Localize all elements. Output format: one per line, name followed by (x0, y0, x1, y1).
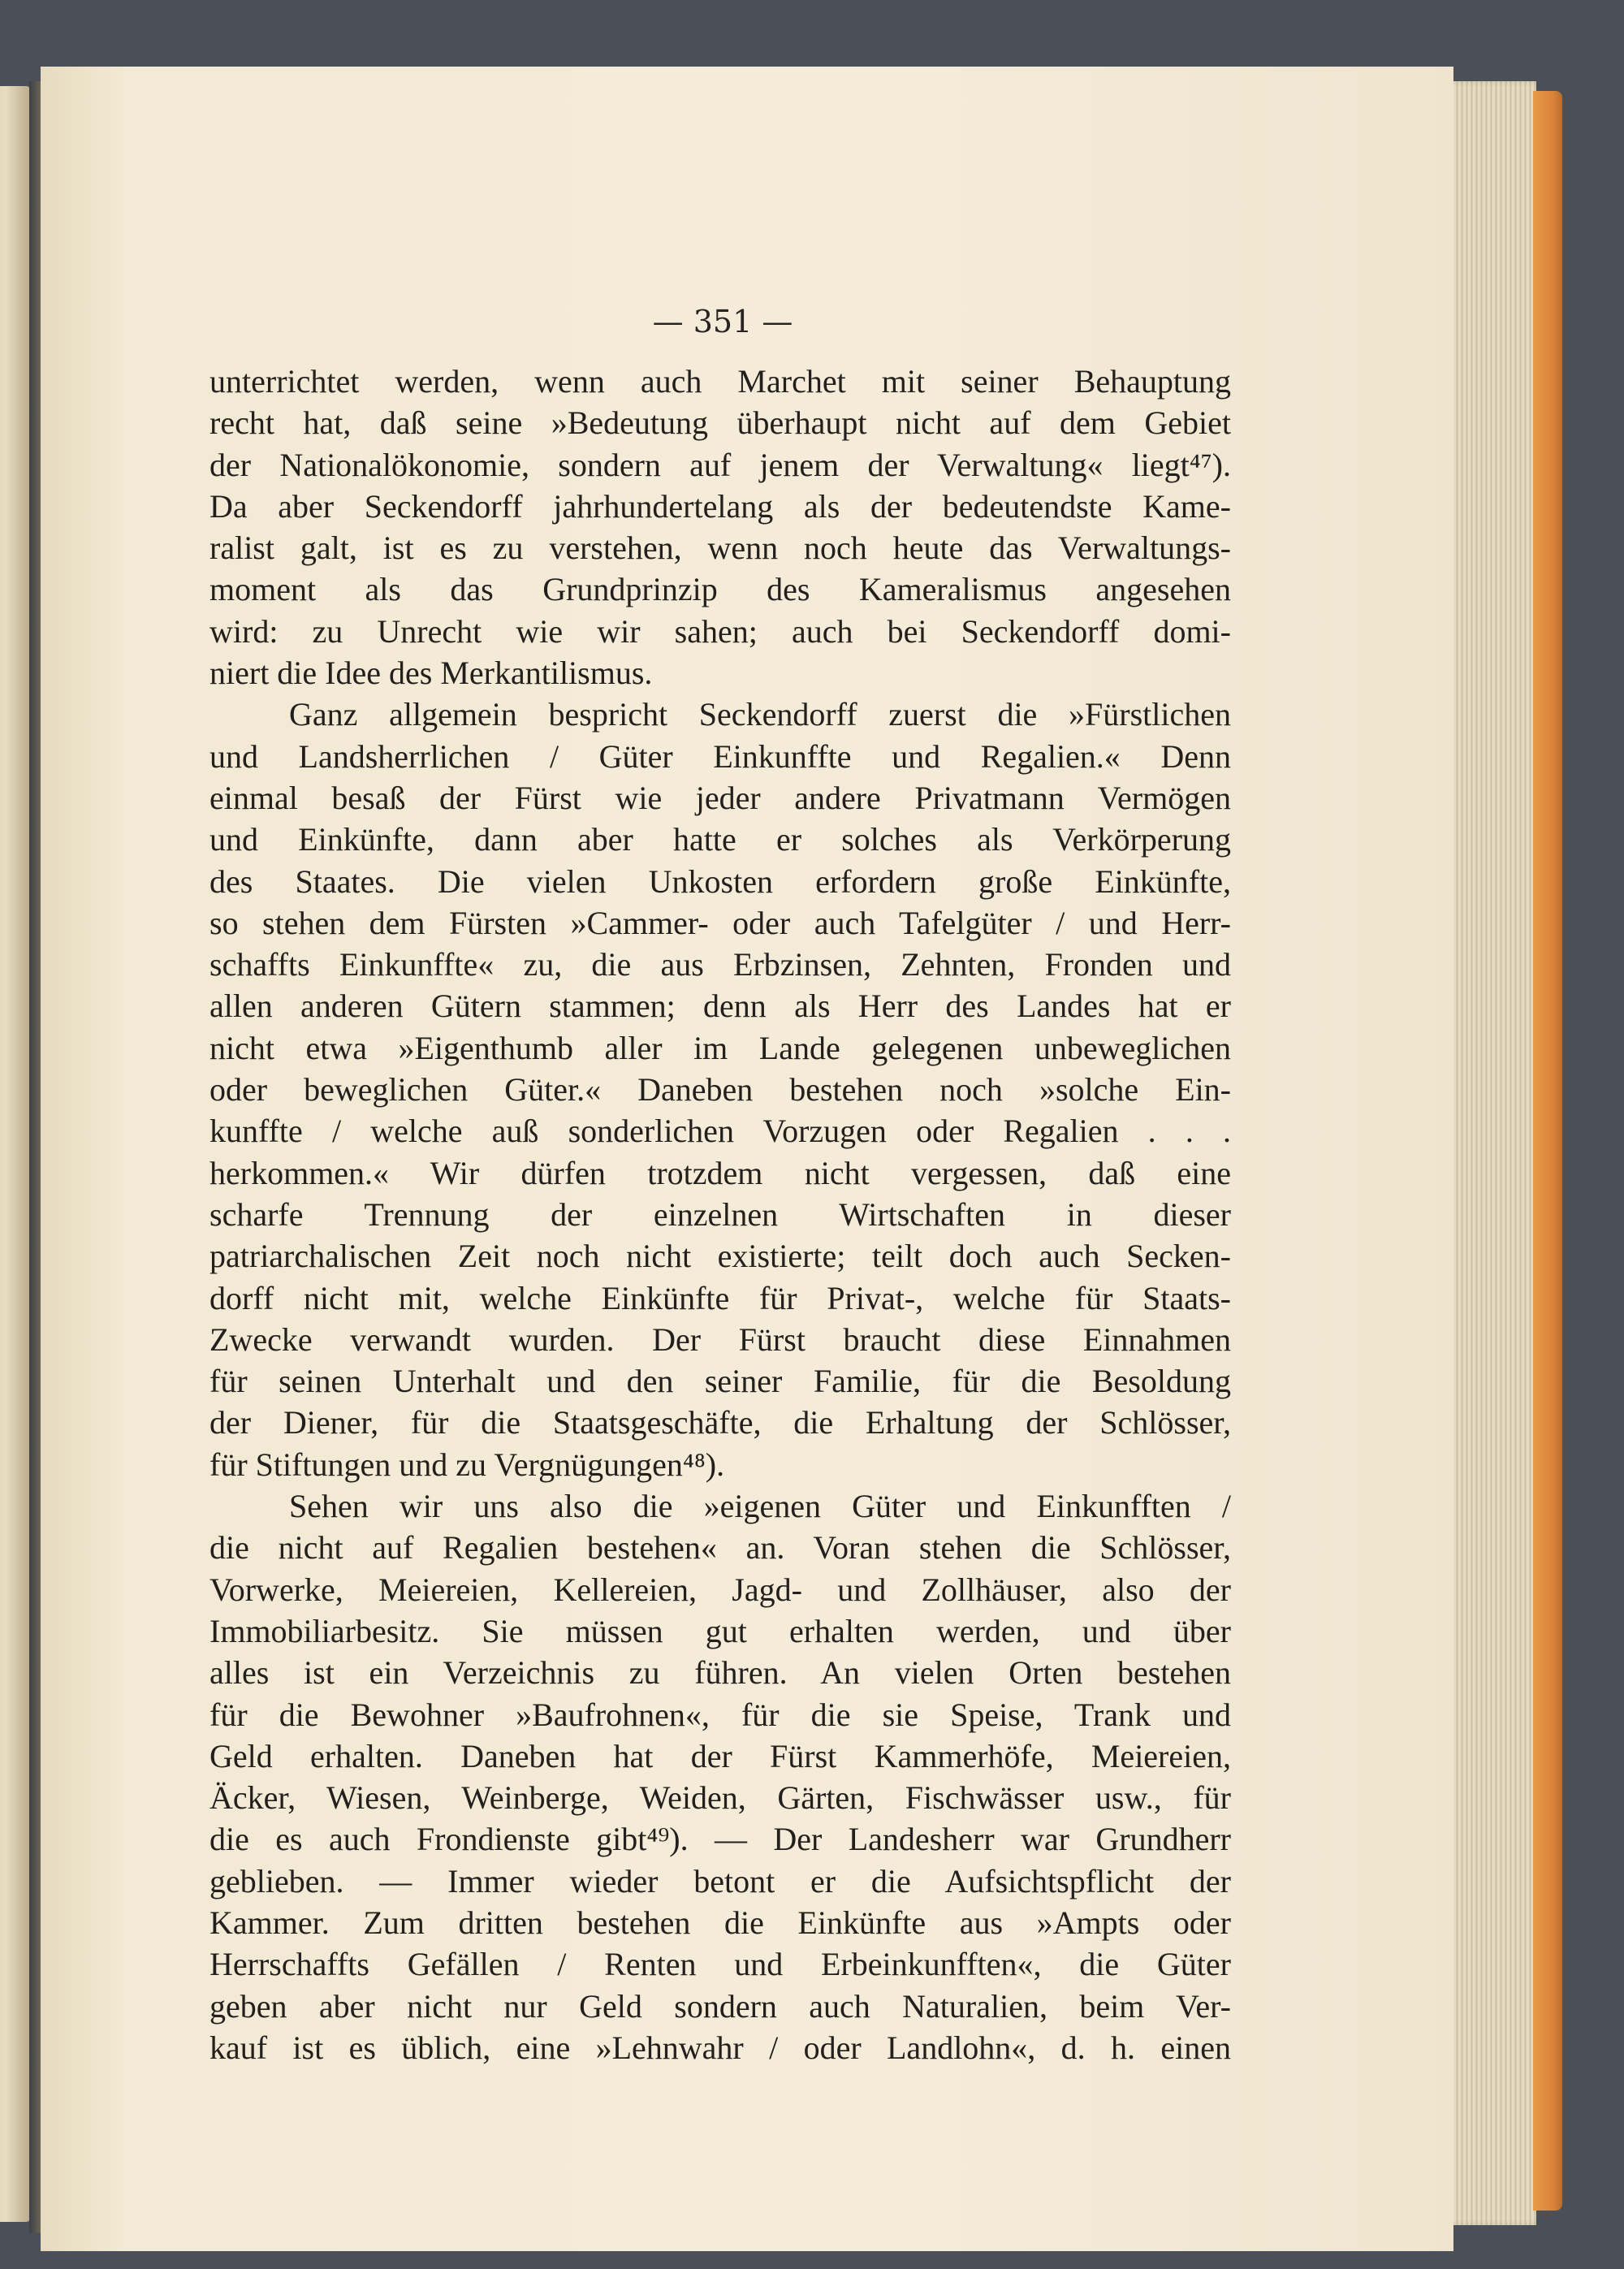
text-line: nicht etwa »Eigenthumb aller im Lande gelegenen unbeweglichen (209, 1029, 1231, 1066)
text-line: der Nationalökonomie, sondern auf jenem der Verwaltung« liegt⁴⁷). (209, 446, 1231, 483)
book-cover-edge (1533, 91, 1562, 2211)
left-page-edge (0, 86, 31, 2222)
text-line: Geld erhalten. Daneben hat der Fürst Kammerhöfe, Meiereien, (209, 1737, 1231, 1774)
text-line: für Stiftungen und zu Vergnügungen⁴⁸). (209, 1446, 725, 1483)
text-line: unterrichtet werden, wenn auch Marchet mit seiner Behauptung (209, 363, 1231, 400)
text-line: Immobiliarbesitz. Sie müssen gut erhalten werden, und über (209, 1612, 1231, 1649)
text-line: ralist galt, ist es zu verstehen, wenn noch heute das Verwaltungs- (209, 529, 1231, 567)
text-line: und Landsherrlichen / Güter Einkunffte und Regalien.« Denn (209, 737, 1231, 775)
text-line: Vorwerke, Meiereien, Kellereien, Jagd- und Zollhäuser, also der (209, 1571, 1231, 1608)
text-line: für die Bewohner »Baufrohnen«, für die sie Speise, Trank und (209, 1696, 1231, 1733)
text-line: Sehen wir uns also die »eigenen Güter und Einkunfften / (289, 1488, 1231, 1525)
text-line: oder beweglichen Güter.« Daneben bestehen noch »solche Ein- (209, 1071, 1231, 1109)
text-line: scharfe Trennung der einzelnen Wirtschaften in dieser (209, 1195, 1231, 1233)
text-line: recht hat, daß seine »Bedeutung überhaupt nicht auf dem Gebiet (209, 404, 1231, 442)
text-line: Kammer. Zum dritten bestehen die Einkünfte aus »Ampts oder (209, 1904, 1231, 1941)
text-line: kauf ist es üblich, eine »Lehnwahr / oder Landlohn«, d. h. einen (209, 2029, 1231, 2066)
text-line: alles ist ein Verzeichnis zu führen. An vielen Orten bestehen (209, 1654, 1231, 1692)
page-stack-edges (1439, 81, 1536, 2225)
text-line: niert die Idee des Merkantilismus. (209, 655, 653, 692)
body-text (209, 361, 1231, 2068)
text-line: patriarchalischen Zeit noch nicht existierte; teilt doch auch Secken- (209, 1238, 1231, 1275)
text-line: Ganz allgemein bespricht Seckendorff zuerst die »Fürstlichen (289, 696, 1231, 733)
text-line: und Einkünfte, dann aber hatte er solches als Verkörperung (209, 821, 1231, 858)
book-page (41, 67, 1453, 2251)
text-line: wird: zu Unrecht wie wir sahen; auch bei Seckendorff domi- (209, 612, 1231, 650)
text-line: Zwecke verwandt wurden. Der Fürst braucht diese Einnahmen (209, 1320, 1231, 1358)
text-line: einmal besaß der Fürst wie jeder andere Privatmann Vermögen (209, 779, 1231, 816)
text-line: moment als das Grundprinzip des Kameralismus angesehen (209, 571, 1231, 608)
text-line: geblieben. — Immer wieder betont er die Aufsichtspflicht der (209, 1862, 1231, 1899)
text-line: dorff nicht mit, welche Einkünfte für Privat-, welche für Staats- (209, 1279, 1231, 1316)
text-line: herkommen.« Wir dürfen trotzdem nicht vergessen, daß eine (209, 1154, 1231, 1191)
text-line: schaffts Einkunffte« zu, die aus Erbzinsen, Zehnten, Fronden und (209, 946, 1231, 983)
text-line: der Diener, für die Staatsgeschäfte, die Erhaltung der Schlösser, (209, 1404, 1231, 1441)
text-line: kunffte / welche auß sonderlichen Vorzugen oder Regalien . . . (209, 1113, 1231, 1150)
text-line: allen anderen Gütern stammen; denn als Herr des Landes hat er (209, 988, 1231, 1025)
text-line: geben aber nicht nur Geld sondern auch Naturalien, beim Ver- (209, 1987, 1231, 2025)
book-gutter (29, 81, 41, 2233)
text-line: die es auch Frondienste gibt⁴⁹). — Der Landesherr war Grundherr (209, 1821, 1231, 1858)
text-line: die nicht auf Regalien bestehen« an. Voran stehen die Schlösser, (209, 1529, 1231, 1567)
text-line: so stehen dem Fürsten »Cammer- oder auch Tafelgüter / und Herr- (209, 904, 1231, 941)
text-line: Herrschaffts Gefällen / Renten und Erbeinkunfften«, die Güter (209, 1946, 1231, 1983)
page-number: — 351 — (652, 304, 793, 339)
text-line: Da aber Seckendorff jahrhundertelang als der bedeutendste Kame- (209, 487, 1231, 525)
text-line: des Staates. Die vielen Unkosten erfordern große Einkünfte, (209, 862, 1231, 900)
text-line: Äcker, Wiesen, Weinberge, Weiden, Gärten, Fischwässer usw., für (209, 1779, 1231, 1817)
text-line: für seinen Unterhalt und den seiner Familie, für die Besoldung (209, 1363, 1231, 1400)
